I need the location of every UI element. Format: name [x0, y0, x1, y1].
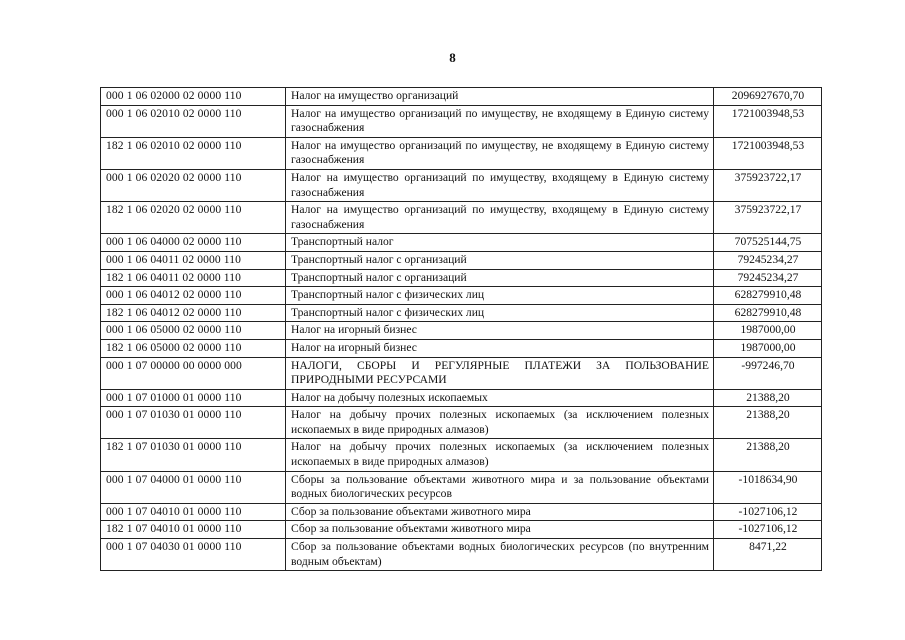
item-name-cell: Налог на имущество организаций по имуществу, входящему в Единую систему газоснабжения [286, 169, 714, 201]
item-name-cell: Транспортный налог с организаций [286, 269, 714, 287]
amount-cell: -1027106,12 [714, 503, 822, 521]
budget-code-cell: 000 1 07 00000 00 0000 000 [101, 357, 286, 389]
item-name-cell: Налог на имущество организаций по имуществу, входящему в Единую систему газоснабжения [286, 202, 714, 234]
table-row [101, 389, 822, 407]
amount-cell: 21388,20 [714, 407, 822, 439]
item-name-cell: Налог на имущество организаций по имуществу, не входящему в Единую систему газоснабжения [286, 105, 714, 137]
amount-cell: 375923722,17 [714, 202, 822, 234]
table-row [101, 88, 822, 106]
item-name-cell: Транспортный налог [286, 234, 714, 252]
table-row [101, 471, 822, 503]
table-row [101, 521, 822, 539]
amount-cell: 707525144,75 [714, 234, 822, 252]
table-row-section-heading [101, 357, 822, 389]
item-name-cell: Налог на добычу прочих полезных ископаемых (за исключением полезных ископаемых в виде природных алмазов) [286, 407, 714, 439]
table-row [101, 407, 822, 439]
item-name-cell: Налог на имущество организаций по имуществу, не входящему в Единую систему газоснабжения [286, 137, 714, 169]
budget-code-cell: 000 1 06 05000 02 0000 110 [101, 322, 286, 340]
amount-cell: 79245234,27 [714, 269, 822, 287]
table-row [101, 269, 822, 287]
item-name-cell: Сборы за пользование объектами животного мира и за пользование объектами водных биологических ресурсов [286, 471, 714, 503]
item-name-cell: Транспортный налог с физических лиц [286, 287, 714, 305]
budget-code-cell: 000 1 07 01030 01 0000 110 [101, 407, 286, 439]
budget-code-cell: 182 1 06 04012 02 0000 110 [101, 304, 286, 322]
item-name-cell: Транспортный налог с физических лиц [286, 304, 714, 322]
item-name-cell: НАЛОГИ, СБОРЫ И РЕГУЛЯРНЫЕ ПЛАТЕЖИ ЗА ПОЛЬЗОВАНИЕ ПРИРОДНЫМИ РЕСУРСАМИ [286, 357, 714, 389]
budget-code-cell: 182 1 06 02020 02 0000 110 [101, 202, 286, 234]
budget-code-cell: 182 1 06 02010 02 0000 110 [101, 137, 286, 169]
item-name-cell: Налог на добычу прочих полезных ископаемых (за исключением полезных ископаемых в виде природных алмазов) [286, 439, 714, 471]
budget-code-cell: 000 1 07 04010 01 0000 110 [101, 503, 286, 521]
amount-cell: 375923722,17 [714, 169, 822, 201]
amount-cell: 628279910,48 [714, 304, 822, 322]
budget-code-cell: 000 1 06 04012 02 0000 110 [101, 287, 286, 305]
amount-cell: -997246,70 [714, 357, 822, 389]
item-name-cell: Сбор за пользование объектами животного мира [286, 503, 714, 521]
budget-code-cell: 182 1 07 04010 01 0000 110 [101, 521, 286, 539]
table-row [101, 439, 822, 471]
table-row [101, 287, 822, 305]
page-number: 8 [449, 50, 456, 65]
table-row [101, 169, 822, 201]
table-row [101, 234, 822, 252]
budget-code-cell: 000 1 06 04011 02 0000 110 [101, 251, 286, 269]
amount-cell: 1987000,00 [714, 322, 822, 340]
amount-cell: 628279910,48 [714, 287, 822, 305]
table-row [101, 137, 822, 169]
budget-code-cell: 000 1 06 04000 02 0000 110 [101, 234, 286, 252]
budget-code-cell: 182 1 06 04011 02 0000 110 [101, 269, 286, 287]
item-name-cell: Налог на добычу полезных ископаемых [286, 389, 714, 407]
item-name-cell: Налог на имущество организаций [286, 88, 714, 106]
budget-code-cell: 000 1 06 02020 02 0000 110 [101, 169, 286, 201]
table-row [101, 202, 822, 234]
amount-cell: -1018634,90 [714, 471, 822, 503]
budget-code-cell: 000 1 07 01000 01 0000 110 [101, 389, 286, 407]
table-row [101, 503, 822, 521]
budget-code-cell: 182 1 07 01030 01 0000 110 [101, 439, 286, 471]
budget-table [100, 87, 822, 571]
amount-cell: 1721003948,53 [714, 137, 822, 169]
table-row [101, 105, 822, 137]
item-name-cell: Налог на игорный бизнес [286, 322, 714, 340]
item-name-cell: Налог на игорный бизнес [286, 339, 714, 357]
amount-cell: 8471,22 [714, 539, 822, 571]
amount-cell: 1721003948,53 [714, 105, 822, 137]
table-body [101, 88, 822, 571]
table-row [101, 539, 822, 571]
item-name-cell: Транспортный налог с организаций [286, 251, 714, 269]
budget-code-cell: 000 1 07 04030 01 0000 110 [101, 539, 286, 571]
table-row [101, 322, 822, 340]
item-name-cell: Сбор за пользование объектами водных биологических ресурсов (по внутренним водным объектам) [286, 539, 714, 571]
table-row [101, 339, 822, 357]
table-row [101, 251, 822, 269]
table-row [101, 304, 822, 322]
budget-code-cell: 000 1 06 02000 02 0000 110 [101, 88, 286, 106]
item-name-cell: Сбор за пользование объектами животного мира [286, 521, 714, 539]
amount-cell: 1987000,00 [714, 339, 822, 357]
amount-cell: 2096927670,70 [714, 88, 822, 106]
amount-cell: -1027106,12 [714, 521, 822, 539]
amount-cell: 21388,20 [714, 389, 822, 407]
budget-code-cell: 000 1 06 02010 02 0000 110 [101, 105, 286, 137]
amount-cell: 79245234,27 [714, 251, 822, 269]
amount-cell: 21388,20 [714, 439, 822, 471]
budget-code-cell: 182 1 06 05000 02 0000 110 [101, 339, 286, 357]
budget-code-cell: 000 1 07 04000 01 0000 110 [101, 471, 286, 503]
